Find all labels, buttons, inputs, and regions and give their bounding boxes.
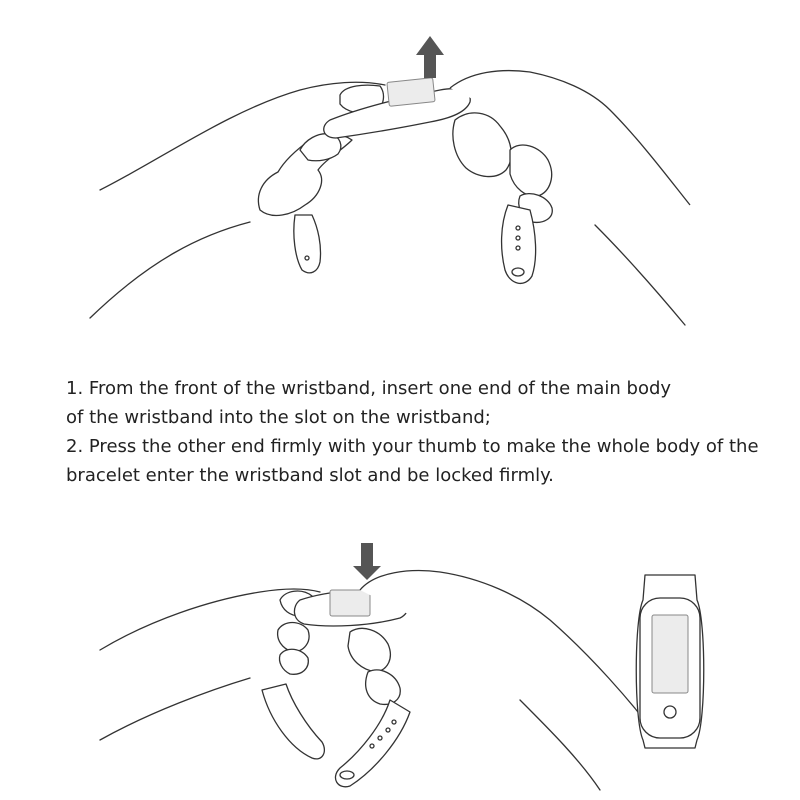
step-2-line-2: bracelet enter the wristband slot and be locked firmly. [66,465,554,486]
up-arrow-icon [416,36,444,78]
down-arrow-icon [353,543,381,580]
press-tracker-illustration [0,530,800,800]
instruction-text [66,374,776,490]
step-1-line-2: of the wristband into the slot on the wristband; [66,407,491,428]
step-1-line-1: 1. From the front of the wristband, insert one end of the main body [66,378,672,399]
step-2-line-1: 2. Press the other end firmly with your thumb to make the whole body of the [66,436,759,457]
insert-tracker-illustration [0,0,800,340]
assembled-band-icon [636,575,704,748]
